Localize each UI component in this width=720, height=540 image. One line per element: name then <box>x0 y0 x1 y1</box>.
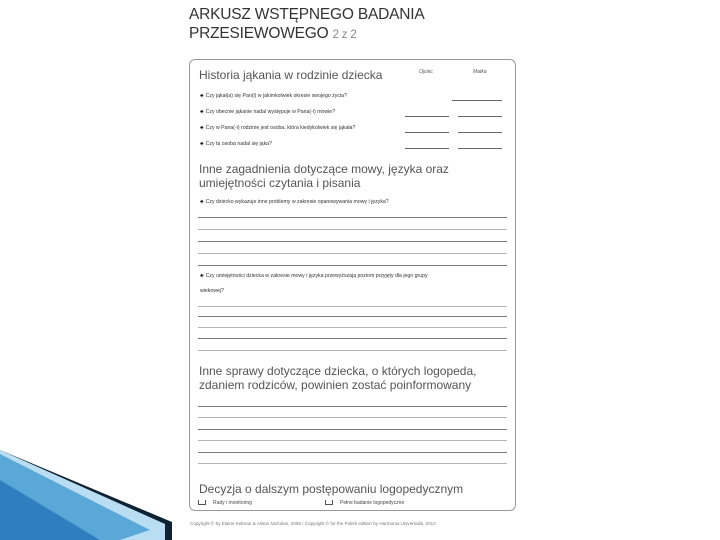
questionnaire-sheet <box>189 59 516 511</box>
question-1 <box>200 93 347 100</box>
document-title <box>189 5 519 45</box>
answer-line[interactable] <box>198 440 507 441</box>
question-2 <box>200 109 335 116</box>
column-header-mother: Matka <box>473 69 487 75</box>
option-full-assessment[interactable] <box>325 500 404 506</box>
checkbox-icon[interactable] <box>198 500 206 505</box>
section-title-other-speech-issues-line2: umiejętności czytania i pisania <box>199 176 361 190</box>
answer-line[interactable] <box>198 316 507 317</box>
bullet-icon: ♣ <box>200 199 204 205</box>
question-skills-above-age-text-line1: Czy umiejętności dziecka w zakresie mowy i języka przewyższają poziom przyjęty dla jego grupy <box>205 273 428 279</box>
bullet-icon: ♣ <box>200 93 204 99</box>
question-4 <box>200 141 272 148</box>
bullet-icon: ♣ <box>200 125 204 131</box>
answer-line-father-3[interactable] <box>405 132 449 133</box>
question-other-problems-text: Czy dziecko wykazuje inne problemy w zakresie opanowywania mowy i języka? <box>205 199 389 205</box>
section-title-family-stuttering: Historia jąkania w rodzinie dziecka <box>199 68 383 82</box>
question-4-text: Czy ta osoba nadal się jąka? <box>205 141 272 147</box>
decorative-corner-shape <box>0 450 172 540</box>
column-header-father: Ojciec <box>419 69 433 75</box>
answer-line[interactable] <box>198 350 507 351</box>
answer-line[interactable] <box>198 327 507 328</box>
answer-line-mother-2[interactable] <box>458 116 502 117</box>
copyright-footer: Copyright © by Elaine Kelman & Alison Nicholas, 2008 / Copyright © for the Polish edition by Harmonia Universalis, 2012 <box>190 521 436 526</box>
bullet-icon: ♣ <box>200 141 204 147</box>
answer-line[interactable] <box>198 253 507 254</box>
option-advice-monitoring[interactable] <box>198 500 252 506</box>
section-title-other-matters-line2: zdaniem rodziców, powinien zostać poinformowany <box>199 378 472 392</box>
answer-line-father-2[interactable] <box>405 116 449 117</box>
section-title-other-matters-line1: Inne sprawy dotyczące dziecka, o których logopeda, <box>199 364 477 378</box>
answer-line[interactable] <box>198 217 507 218</box>
answer-line[interactable] <box>198 229 507 230</box>
answer-line[interactable] <box>198 306 507 307</box>
answer-line-mother-4[interactable] <box>458 148 502 149</box>
question-3-text: Czy w Pana(-i) rodzinie jest osoba, która kiedykolwiek się jąkała? <box>205 125 356 131</box>
document-title-line2 <box>189 24 519 45</box>
answer-line[interactable] <box>198 463 507 464</box>
answer-line-father-4[interactable] <box>405 148 449 149</box>
section-title-other-speech-issues <box>199 162 449 190</box>
answer-line[interactable] <box>198 429 507 430</box>
section-title-other-matters <box>199 364 477 392</box>
answer-line-mother-3[interactable] <box>458 132 502 133</box>
document-title-line2-text: PRZESIEWOWEGO <box>189 25 329 42</box>
answer-line[interactable] <box>198 417 507 418</box>
answer-line[interactable] <box>198 241 507 242</box>
answer-line[interactable] <box>198 265 507 266</box>
option-full-assessment-label: Pełne badanie logopedyczne <box>340 500 405 506</box>
document-title-line1: ARKUSZ WSTĘPNEGO BADANIA <box>189 6 425 23</box>
answer-line[interactable] <box>198 406 507 407</box>
question-skills-above-age <box>200 273 428 280</box>
question-other-problems <box>200 199 389 206</box>
answer-line-mother-1[interactable] <box>452 100 502 101</box>
question-1-text: Czy jąkał(a) się Pan(i) w jakimkolwiek okresie swojego życia? <box>205 93 347 99</box>
page-indicator: 2 z 2 <box>332 29 357 41</box>
answer-line[interactable] <box>198 452 507 453</box>
section-title-other-speech-issues-line1: Inne zagadnienia dotyczące mowy, języka oraz <box>199 162 449 176</box>
answer-line[interactable] <box>198 338 507 339</box>
question-skills-above-age-line2: wiekowej? <box>200 288 224 294</box>
bullet-icon: ♣ <box>200 109 204 115</box>
option-advice-monitoring-label: Rady i monitoring <box>213 500 252 506</box>
section-title-decision: Decyzja o dalszym postępowaniu logopedycznym <box>199 482 464 496</box>
checkbox-icon[interactable] <box>325 500 333 505</box>
bullet-icon: ♣ <box>200 273 204 279</box>
question-2-text: Czy obecnie jąkanie nadal występuje w Pana(-i) mowie? <box>205 109 336 115</box>
question-3 <box>200 125 355 132</box>
